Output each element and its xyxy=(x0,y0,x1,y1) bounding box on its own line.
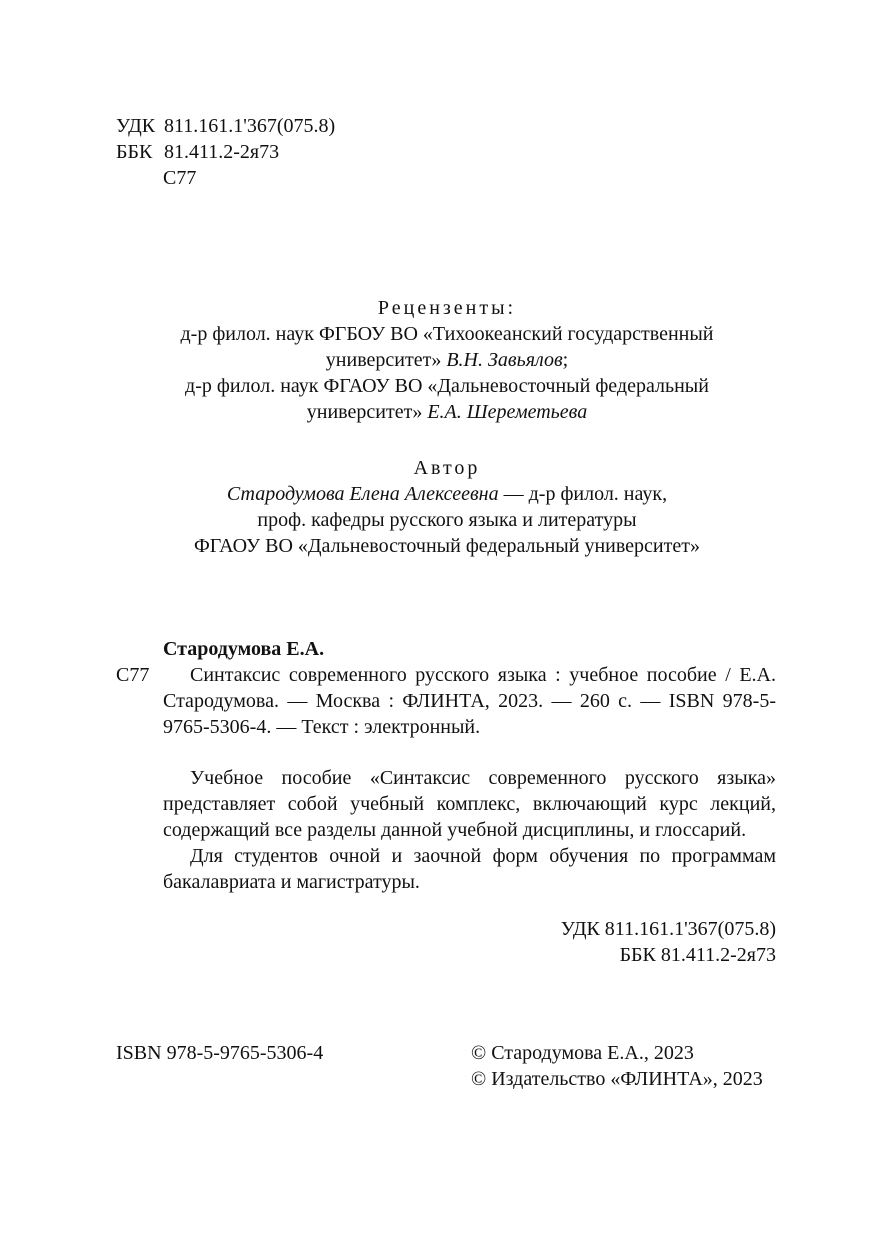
reviewer-2-affiliation-end: университет» xyxy=(306,401,423,423)
biblio-author-heading: Стародумова Е.А. xyxy=(163,638,325,660)
annotation-paragraph-1: Учебное пособие «Синтаксис современного русского языка» представляет собой учебный комплекс, включающий курс лекций, содержащий все разделы данной учебной дисциплины, и глоссарий. xyxy=(163,767,776,841)
annotation xyxy=(163,765,776,895)
reviewer-2-name: Е.А. Шереметьева xyxy=(427,401,588,423)
bbk-line: ББК 81.411.2-2я73 xyxy=(619,944,776,966)
reviewer-1-affiliation-end: университет» xyxy=(325,349,442,371)
reviewer-2-line xyxy=(100,399,794,425)
author-heading: Автор xyxy=(413,457,481,479)
author-line-1 xyxy=(100,481,794,507)
reviewer-1-line xyxy=(100,347,794,373)
classification-codes xyxy=(116,113,335,191)
bbk-label: ББК xyxy=(116,141,153,163)
biblio-description: Синтаксис современного русского языка : учебное пособие / Е.А. Стародумова. — Москва : ФЛИНТА, 2023. — 260 с. — ISBN 978-5-9765-5306-4. — Текст : электронный. xyxy=(163,664,776,738)
biblio-entry xyxy=(116,662,776,740)
bbk-value: 81.411.2-2я73 xyxy=(164,141,280,163)
copyright-author: © Стародумова Е.А., 2023 xyxy=(471,1042,694,1064)
reviewers-heading: Рецензенты: xyxy=(377,297,517,319)
udk-label: УДК xyxy=(116,115,156,137)
classification-codes-right xyxy=(561,916,776,968)
author-name: Стародумова Елена Алексеевна xyxy=(226,483,499,505)
author-block xyxy=(100,455,794,559)
copyright-block xyxy=(471,1040,763,1092)
bbk-row xyxy=(116,139,335,165)
reviewers-block xyxy=(100,295,794,425)
isbn: ISBN 978-5-9765-5306-4 xyxy=(116,1042,324,1064)
author-position: проф. кафедры русского языка и литературы xyxy=(257,509,637,531)
udk-row xyxy=(116,113,335,139)
copyright-publisher: © Издательство «ФЛИНТА», 2023 xyxy=(471,1068,763,1090)
biblio-code: С77 xyxy=(116,664,150,686)
reviewer-1-name: В.Н. Завьялов xyxy=(446,349,563,371)
author-affiliation: ФГАОУ ВО «Дальневосточный федеральный университет» xyxy=(194,535,700,557)
udk-line: УДК 811.161.1'367(075.8) xyxy=(560,918,776,940)
reviewer-1-punct: ; xyxy=(562,349,569,371)
author-sign: С77 xyxy=(163,167,197,189)
author-degree: — д-р филол. наук, xyxy=(503,483,668,505)
reviewer-2-affiliation: д-р филол. наук ФГАОУ ВО «Дальневосточный федеральный xyxy=(185,375,709,397)
reviewer-1-affiliation: д-р филол. наук ФГБОУ ВО «Тихоокеанский государственный xyxy=(180,323,714,345)
annotation-paragraph-2: Для студентов очной и заочной форм обучения по программам бакалавриата и магистратуры. xyxy=(163,845,776,893)
udk-value: 811.161.1'367(075.8) xyxy=(164,115,336,137)
bibliographic-record xyxy=(116,636,776,740)
